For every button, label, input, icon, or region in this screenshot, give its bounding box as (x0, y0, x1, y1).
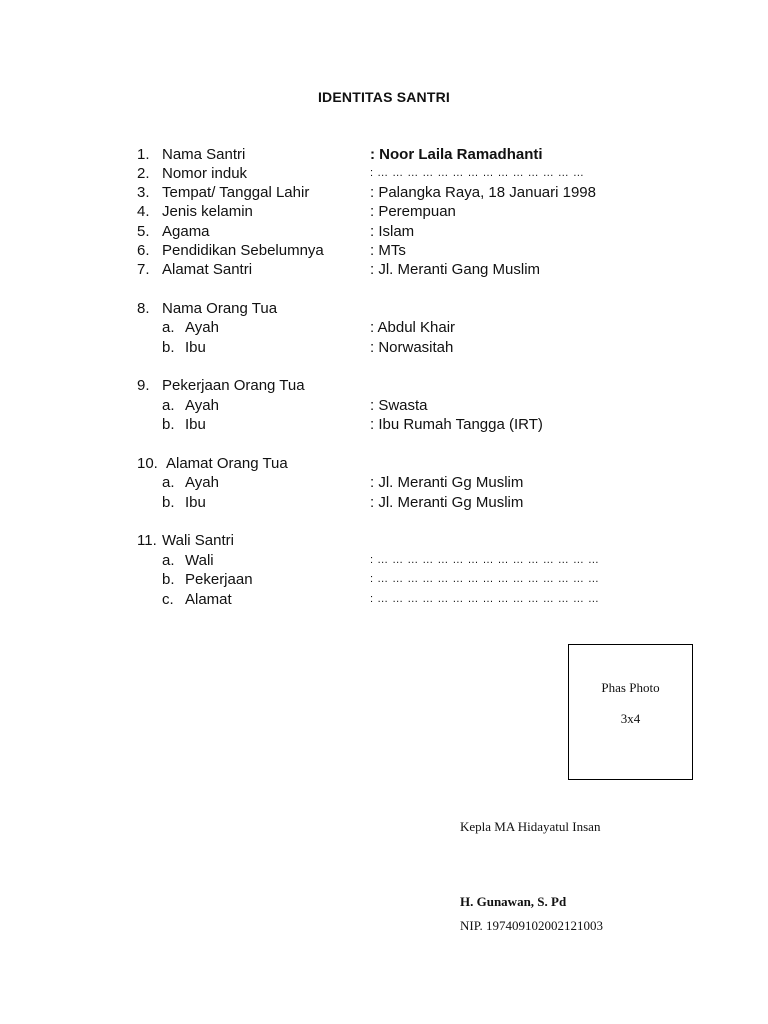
item-row-alamat-santri (0, 260, 768, 279)
item-row-agama (0, 222, 768, 241)
photo-placeholder-box (568, 644, 693, 780)
sub-letter: a. (162, 474, 175, 491)
sub-label: Ibu (185, 416, 206, 433)
item-row-nama-santri (0, 145, 768, 164)
item-value: : Perempuan (370, 203, 456, 220)
sub-value: : Jl. Meranti Gg Muslim (370, 494, 524, 511)
group-heading-wali-santri (0, 531, 768, 550)
sub-letter: a. (162, 552, 175, 569)
item-value: : Islam (370, 223, 415, 240)
item-value: : Jl. Meranti Gang Muslim (370, 261, 541, 278)
group-heading-nama-orang-tua (0, 299, 768, 318)
group-heading-alamat-orang-tua (0, 454, 768, 473)
sub-label: Pekerjaan (185, 571, 253, 588)
sub-letter: b. (162, 494, 175, 511)
sub-value: : Jl. Meranti Gg Muslim (370, 474, 524, 491)
item-label: Agama (162, 223, 210, 240)
sub-letter: b. (162, 416, 175, 433)
item-label: Nama Santri (162, 146, 246, 163)
group-number: 9. (137, 377, 150, 394)
sub-row (0, 415, 768, 434)
photo-label: Phas Photo (601, 680, 660, 695)
group-label: Nama Orang Tua (162, 300, 278, 317)
group-label: Alamat Orang Tua (166, 455, 288, 472)
item-value: : Palangka Raya, 18 Januari 1998 (370, 184, 596, 201)
item-value: : MTs (370, 242, 406, 259)
sub-letter: b. (162, 339, 175, 356)
item-number: 3. (137, 184, 150, 201)
signature-name: H. Gunawan, S. Pd (460, 894, 567, 909)
group-label: Wali Santri (162, 532, 234, 549)
sub-value: : Norwasitah (370, 339, 454, 356)
item-label: Alamat Santri (162, 261, 253, 278)
item-number: 2. (137, 165, 150, 182)
sub-label: Ayah (185, 397, 219, 414)
item-row-pendidikan-sebelumnya (0, 241, 768, 260)
sub-label: Wali (185, 552, 214, 569)
sub-letter: b. (162, 571, 175, 588)
sub-label: Ayah (185, 474, 219, 491)
sub-label: Ayah (185, 319, 219, 336)
item-value: : … … … … … … … … … … … … … … (370, 167, 585, 179)
sub-letter: a. (162, 319, 175, 336)
item-number: 1. (137, 146, 150, 163)
sub-value: : … … … … … … … … … … … … … … … (370, 593, 600, 605)
sub-label: Alamat (185, 591, 232, 608)
sub-value: : … … … … … … … … … … … … … … … (370, 554, 600, 566)
group-number: 10. (137, 455, 158, 472)
item-number: 6. (137, 242, 150, 259)
group-number: 8. (137, 300, 150, 317)
item-label: Jenis kelamin (162, 203, 253, 220)
sub-letter: c. (162, 591, 174, 608)
signature-nip: NIP. 197409102002121003 (460, 918, 604, 933)
item-number: 4. (137, 203, 150, 220)
group-label: Pekerjaan Orang Tua (162, 377, 305, 394)
item-number: 5. (137, 223, 150, 240)
group-number: 11. (137, 532, 157, 549)
sub-letter: a. (162, 397, 175, 414)
item-number: 7. (137, 261, 150, 278)
sub-row (0, 570, 768, 589)
sub-row (0, 590, 768, 609)
item-row-nomor-induk (0, 164, 768, 183)
sub-value: : Ibu Rumah Tangga (IRT) (370, 416, 543, 433)
group-heading-pekerjaan-orang-tua (0, 376, 768, 395)
sub-row (0, 493, 768, 512)
sub-value: : Abdul Khair (370, 319, 456, 336)
sub-label: Ibu (185, 339, 206, 356)
item-label: Tempat/ Tanggal Lahir (162, 184, 310, 201)
item-value: : Noor Laila Ramadhanti (370, 146, 543, 163)
document-title: IDENTITAS SANTRI (317, 89, 451, 105)
sub-row (0, 338, 768, 357)
sub-label: Ibu (185, 494, 206, 511)
item-label: Nomor induk (162, 165, 248, 182)
signature-position: Kepla MA Hidayatul Insan (460, 819, 601, 834)
sub-row (0, 318, 768, 337)
sub-row (0, 551, 768, 570)
sub-row (0, 473, 768, 492)
sub-value: : Swasta (370, 397, 428, 414)
item-label: Pendidikan Sebelumnya (162, 242, 324, 259)
sub-row (0, 396, 768, 415)
item-row-jenis-kelamin (0, 202, 768, 221)
photo-size: 3x4 (620, 711, 641, 726)
item-row-tempat-tanggal-lahir (0, 183, 768, 202)
sub-value: : … … … … … … … … … … … … … … … (370, 573, 600, 585)
